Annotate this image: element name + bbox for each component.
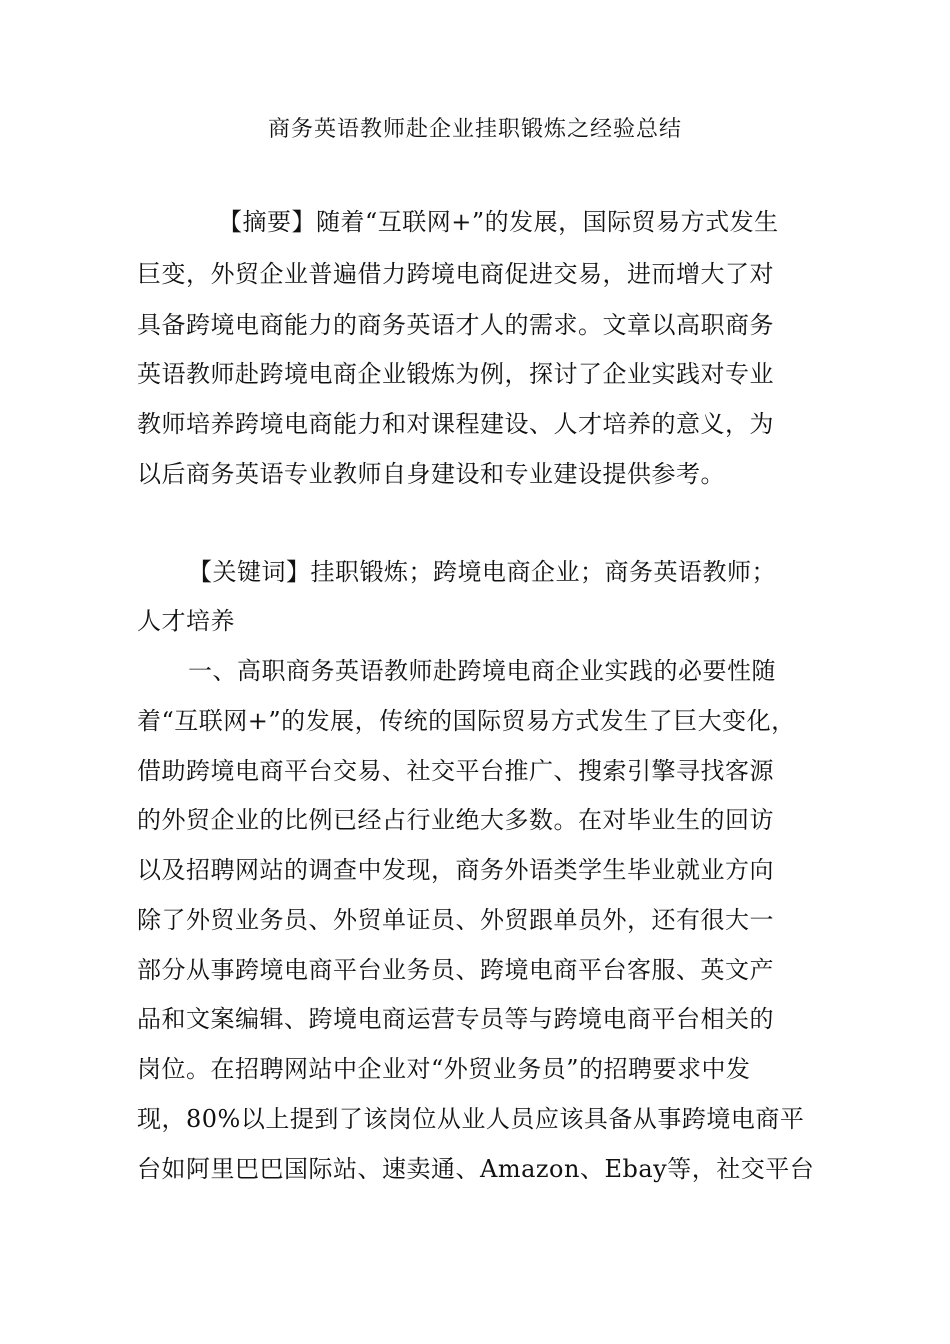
keywords-line-1: 【关键词】挂职锻炼；跨境电商企业；商务英语教师； — [188, 558, 776, 586]
body-line-2: 着“互联网+”的发展，传统的国际贸易方式发生了巨大变化， — [137, 707, 796, 735]
abstract-line-3: 具备跨境电商能力的商务英语才人的需求。文章以高职商务 — [137, 311, 774, 339]
body-line-10: 现，80%以上提到了该岗位从业人员应该具备从事跨境电商平 — [137, 1105, 805, 1133]
body-line-5: 以及招聘网站的调查中发现，商务外语类学生毕业就业方向 — [137, 856, 774, 884]
abstract-line-6: 以后商务英语专业教师自身建设和专业建设提供参考。 — [137, 460, 725, 488]
body-line-7: 部分从事跨境电商平台业务员、跨境电商平台客服、英文产 — [137, 956, 774, 984]
document-title: 商务英语教师赴企业挂职锻炼之经验总结 — [267, 117, 682, 142]
body-line-9: 岗位。在招聘网站中企业对“外贸业务员”的招聘要求中发 — [137, 1055, 751, 1083]
body-line-6: 除了外贸业务员、外贸单证员、外贸跟单员外，还有很大一 — [137, 906, 774, 934]
body-line-11: 台如阿里巴巴国际站、速卖通、Amazon、Ebay等，社交平台 — [137, 1155, 815, 1183]
keywords-line-2: 人才培养 — [137, 607, 235, 635]
abstract-line-4: 英语教师赴跨境电商企业锻炼为例，探讨了企业实践对专业 — [137, 360, 774, 388]
body-line-1: 一、高职商务英语教师赴跨境电商企业实践的必要性随 — [188, 657, 776, 685]
abstract-line-5: 教师培养跨境电商能力和对课程建设、人才培养的意义，为 — [137, 410, 774, 438]
body-line-4: 的外贸企业的比例已经占行业绝大多数。在对毕业生的回访 — [137, 806, 774, 834]
body-line-8: 品和文案编辑、跨境电商运营专员等与跨境电商平台相关的 — [137, 1005, 774, 1033]
abstract-line-2: 巨变，外贸企业普遍借力跨境电商促进交易，进而增大了对 — [137, 260, 774, 288]
abstract-line-1: 【摘要】随着“互联网+”的发展，国际贸易方式发生 — [218, 208, 779, 236]
body-line-3: 借助跨境电商平台交易、社交平台推广、搜索引擎寻找客源 — [137, 757, 774, 785]
